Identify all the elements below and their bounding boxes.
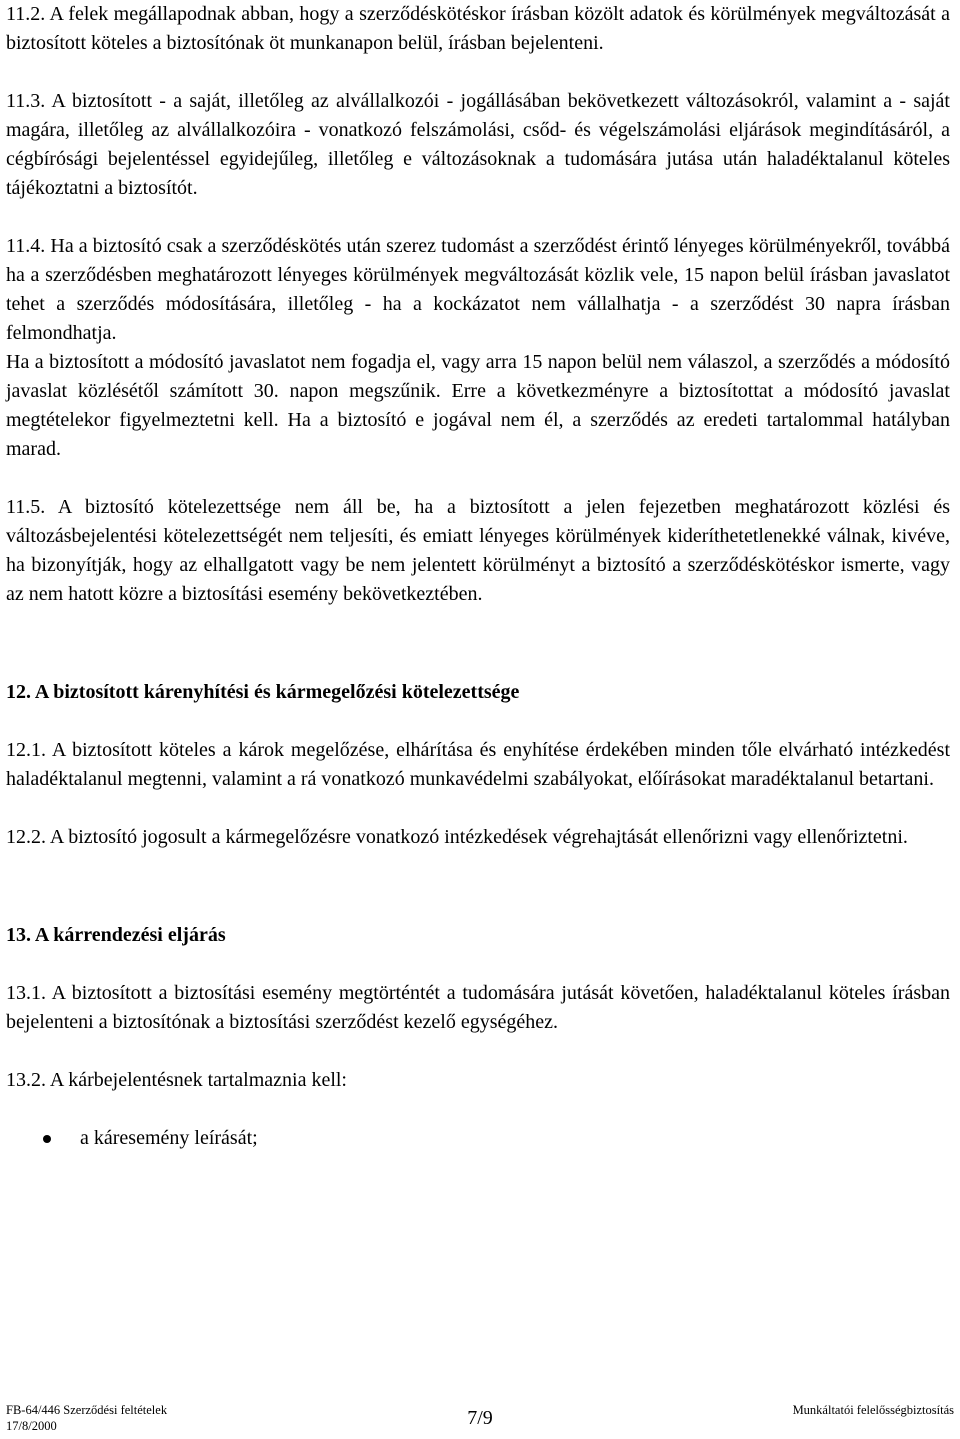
paragraph-13-2: 13.2. A kárbejelentésnek tartalmaznia kell: xyxy=(6,1069,347,1091)
document-page xyxy=(6,0,950,1153)
bullet-icon xyxy=(43,1135,51,1143)
page-footer xyxy=(6,1402,954,1436)
paragraph-13-1: 13.1. A biztosított a biztosítási esemény megtörténtét a tudomására jutását követően, haladéktalanul köteles írásban bejelenteni a biztosítónak a biztosítási szerződést kezelő egységéhez. xyxy=(6,982,950,1033)
section-heading-13: 13. A kárrendezési eljárás xyxy=(6,924,226,946)
list-item xyxy=(6,1124,950,1153)
paragraph-12-2: 12.2. A biztosító jogosult a kármegelőzésre vonatkozó intézkedések végrehajtását ellenőrizni vagy ellenőriztetni. xyxy=(6,826,908,848)
section-heading-12: 12. A biztosított kárenyhítési és kármegelőzési kötelezettsége xyxy=(6,681,520,703)
page-number: 7/9 xyxy=(467,1407,493,1429)
paragraph-11-4-continued: Ha a biztosított a módosító javaslatot nem fogadja el, vagy arra 15 napon belül nem válaszol, a szerződés a módosító javaslat közlésétől számított 30. napon megszűnik. Erre a következményre a biztosítottat a módosító javaslat megtételekor figyelmeztetni kell. Ha a biztosító e jogával nem él, a szerződés az eredeti tartalommal hatályban marad. xyxy=(6,351,950,460)
list-item-text: a káresemény leírását; xyxy=(80,1127,258,1149)
paragraph-11-3: 11.3. A biztosított - a saját, illetőleg az alvállalkozói - jogállásában bekövetkezett változásokról, valamint a - saját magára, illetőleg az alvállalkozóira - vonatkozó felszámolási, csőd- és végelszámolási eljárások megindításáról, a cégbírósági bejelentéssel egyidejűleg, illetőleg e változásoknak a tudomására jutása után haladéktalanul köteles tájékoztatni a biztosítót. xyxy=(6,90,950,199)
footer-date: 17/8/2000 xyxy=(6,1419,57,1433)
footer-product-name: Munkáltatói felelősségbiztosítás xyxy=(792,1403,954,1417)
paragraph-12-1: 12.1. A biztosított köteles a károk megelőzése, elhárítása és enyhítése érdekében minden tőle elvárható intézkedést haladéktalanul megtenni, valamint a rá vonatkozó munkavédelmi szabályokat, előírásokat maradéktalanul betartani. xyxy=(6,739,950,790)
paragraph-11-4: 11.4. Ha a biztosító csak a szerződéskötés után szerez tudomást a szerződést érintő lényeges körülményekről, továbbá ha a szerződésben meghatározott lényeges körülmények megváltozását közlik vele, 15 napon belül írásban javaslatot tehet a szerződés módosítására, illetőleg - ha a kockázatot nem vállalhatja - a szerződést 30 napra írásban felmondhatja. xyxy=(6,235,950,344)
paragraph-11-5: 11.5. A biztosító kötelezettsége nem áll be, ha a biztosított a jelen fejezetben meghatározott közlési és változásbejelentési kötelezettségét nem teljesíti, és emiatt lényeges körülmények kideríthetetlenekké válnak, kivéve, ha bizonyítják, hogy az elhallgatott vagy be nem jelentett körülményt a biztosító a szerződéskötéskor ismerte, vagy az nem hatott közre a biztosítási esemény bekövetkeztében. xyxy=(6,496,950,605)
paragraph-11-2: 11.2. A felek megállapodnak abban, hogy a szerződéskötéskor írásban közölt adatok és körülmények megváltozását a biztosított köteles a biztosítónak öt munkanapon belül, írásban bejelenteni. xyxy=(6,3,950,54)
footer-doc-code: FB-64/446 Szerződési feltételek xyxy=(6,1403,168,1417)
